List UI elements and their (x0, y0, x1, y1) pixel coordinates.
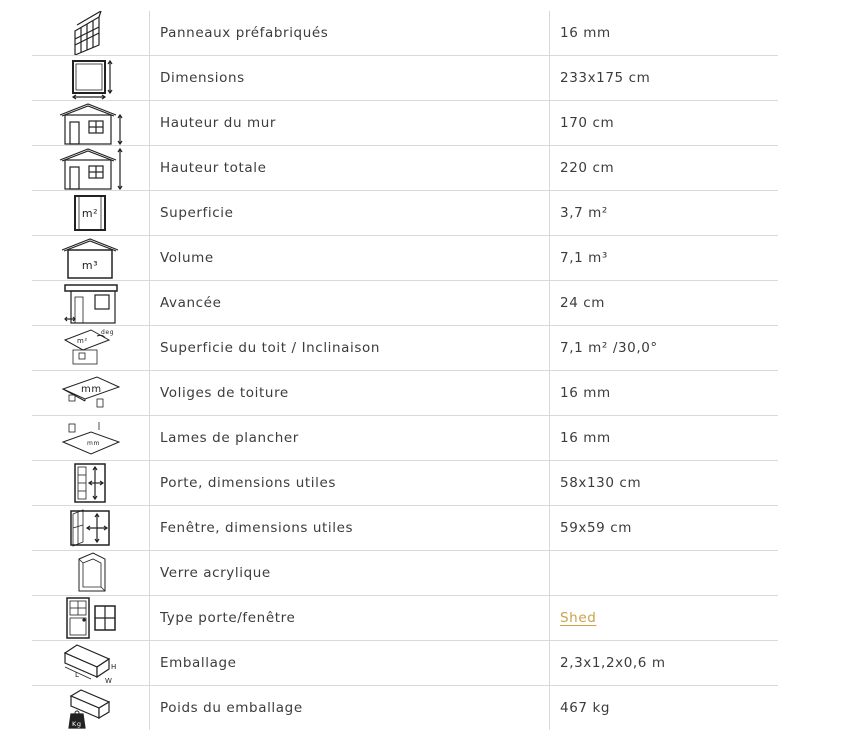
spec-label: Voliges de toiture (150, 371, 550, 416)
l-icon-text: L (74, 671, 79, 679)
prefab-panel-icon (61, 11, 121, 55)
spec-value: 16 mm (550, 11, 779, 56)
h-icon-text: H (110, 663, 117, 671)
table-row (32, 146, 778, 191)
table-row (32, 416, 778, 461)
table-row (32, 11, 778, 56)
table-row (32, 101, 778, 146)
spec-value: 58x130 cm (550, 461, 779, 506)
mm-icon-text: mm (80, 384, 102, 395)
spec-label: Verre acrylique (150, 551, 550, 596)
table-row (32, 506, 778, 551)
spec-label: Dimensions (150, 56, 550, 101)
spec-value: 16 mm (550, 416, 779, 461)
spec-value: 7,1 m² /30,0° (550, 326, 779, 371)
table-row (32, 281, 778, 326)
dimensions-icon (61, 56, 121, 100)
kg-icon-text: Kg (71, 720, 82, 728)
door-window-type-link[interactable]: Shed (560, 610, 597, 626)
spec-value: 2,3x1,2x0,6 m (550, 641, 779, 686)
door-window-type-icon (61, 596, 121, 640)
spec-label: Emballage (150, 641, 550, 686)
table-row (32, 686, 778, 731)
m2-icon-text: m² (76, 337, 88, 345)
acrylic-glass-icon (61, 551, 121, 595)
spec-label: Lames de plancher (150, 416, 550, 461)
spec-value: 170 cm (550, 101, 779, 146)
table-row (32, 461, 778, 506)
door-dimensions-icon (61, 461, 121, 505)
specifications-table (32, 11, 778, 730)
table-row (32, 326, 778, 371)
spec-label: Type porte/fenêtre (150, 596, 550, 641)
volume-icon (59, 236, 123, 280)
m3-icon-text: m³ (81, 259, 98, 272)
packaging-icon (59, 641, 123, 685)
m2-icon-text: m² (81, 207, 98, 220)
spec-label: Superficie (150, 191, 550, 236)
table-row (32, 56, 778, 101)
spec-label: Superficie du toit / Inclinaison (150, 326, 550, 371)
wall-height-icon (56, 101, 126, 145)
spec-label: Volume (150, 236, 550, 281)
table-row (32, 596, 778, 641)
spec-label: Avancée (150, 281, 550, 326)
spec-label: Fenêtre, dimensions utiles (150, 506, 550, 551)
table-row (32, 371, 778, 416)
spec-value: 467 kg (560, 700, 611, 716)
roof-area-angle-icon (59, 326, 123, 370)
package-weight-icon (59, 686, 123, 730)
table-row (32, 236, 778, 281)
deg-icon-text: deg (100, 329, 114, 336)
spec-label: Hauteur totale (150, 146, 550, 191)
floor-boards-icon (59, 416, 123, 460)
table-row (32, 641, 778, 686)
spec-value: 24 cm (550, 281, 779, 326)
spec-value: 59x59 cm (550, 506, 779, 551)
table-row (32, 191, 778, 236)
spec-label: Panneaux préfabriqués (150, 11, 550, 56)
total-height-icon (56, 146, 126, 190)
table-row (32, 551, 778, 596)
spec-value (550, 551, 779, 596)
spec-label: Porte, dimensions utiles (150, 461, 550, 506)
spec-value: 233x175 cm (550, 56, 779, 101)
spec-label: Poids du emballage (150, 686, 550, 731)
floor-area-icon (61, 191, 121, 235)
overhang-icon (59, 281, 123, 325)
spec-value: 3,7 m² (550, 191, 779, 236)
spec-value: 16 mm (550, 371, 779, 416)
spec-label: Hauteur du mur (150, 101, 550, 146)
roof-boards-icon (59, 371, 123, 415)
mm-icon-text: mm (86, 440, 100, 447)
spec-value: 7,1 m³ (550, 236, 779, 281)
w-icon-text: W (104, 677, 113, 685)
spec-value: 220 cm (550, 146, 779, 191)
window-dimensions-icon (61, 506, 121, 550)
